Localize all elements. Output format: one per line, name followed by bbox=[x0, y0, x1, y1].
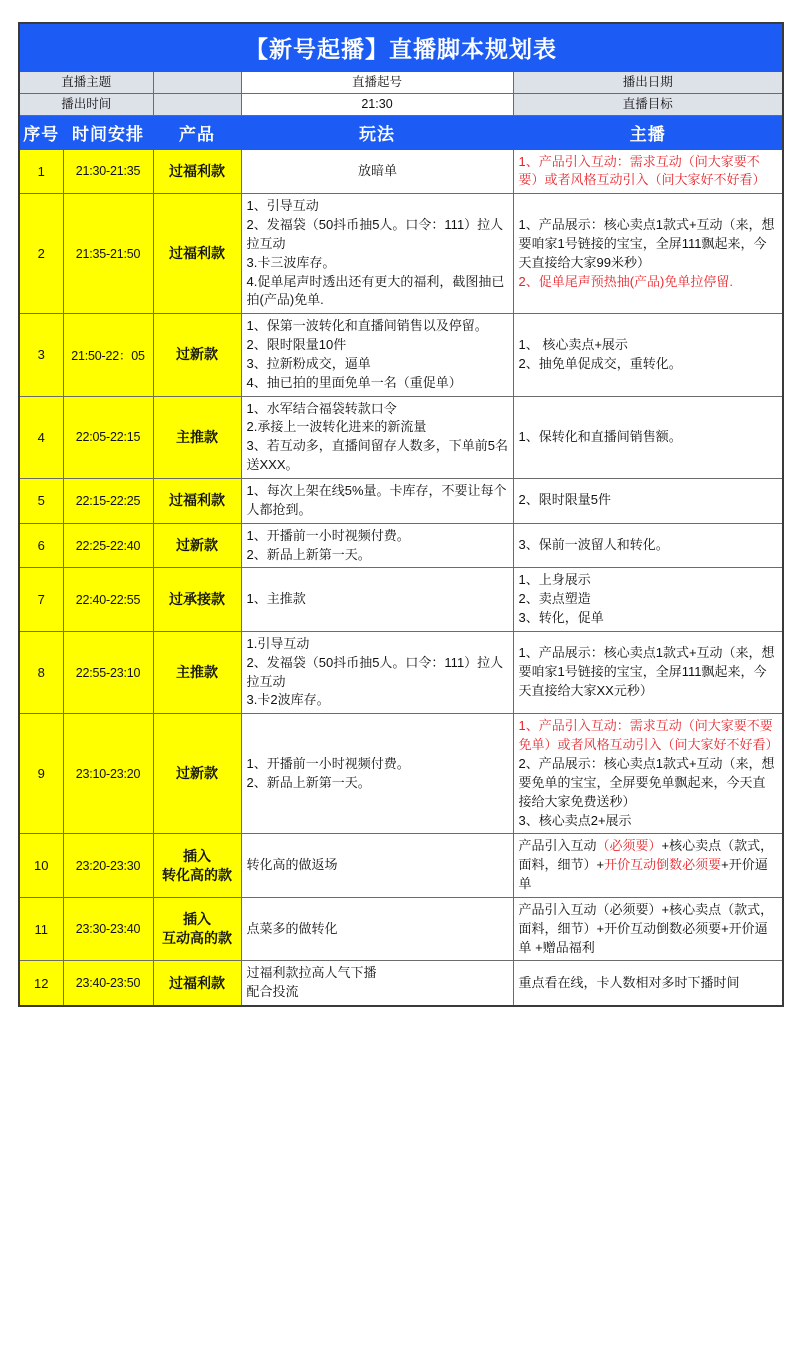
cell-product[interactable]: 主推款 bbox=[153, 631, 241, 713]
host-line bbox=[519, 717, 779, 755]
column-header-play: 玩法 bbox=[241, 115, 513, 149]
play-line: 3、拉新粉成交，逼单 bbox=[246, 355, 371, 371]
cell-sequence: 7 bbox=[19, 568, 63, 632]
cell-host-script[interactable] bbox=[513, 961, 783, 1006]
cell-play-method[interactable] bbox=[241, 523, 513, 568]
column-header-seq: 序号 bbox=[19, 115, 63, 149]
host-line bbox=[519, 153, 779, 191]
table-row bbox=[19, 897, 783, 961]
cell-host-script[interactable] bbox=[513, 194, 783, 314]
play-line: 1.引导互动 bbox=[246, 635, 310, 651]
cell-time-slot[interactable]: 21:50-22：05 bbox=[63, 314, 153, 396]
meta-value-theme[interactable] bbox=[153, 71, 241, 93]
meta-label-airdate: 播出日期 bbox=[513, 71, 783, 93]
host-line bbox=[519, 901, 779, 958]
host-line bbox=[519, 609, 779, 628]
play-line: 3.卡2波库存。 bbox=[246, 692, 330, 708]
host-line bbox=[519, 355, 779, 374]
plain-text: 1、上身展示 bbox=[518, 572, 591, 588]
table-row bbox=[19, 834, 783, 898]
live-script-table bbox=[18, 22, 784, 1007]
cell-time-slot[interactable]: 23:20-23:30 bbox=[63, 834, 153, 898]
highlighted-text: 开价互动倒数必须要 bbox=[604, 857, 722, 873]
plain-text: 产品引入互动（必须要）+核心卖点（款式，面料，细节）+开价互动倒数必须要+开价逼单 +赠品福利 bbox=[518, 901, 774, 955]
cell-sequence: 1 bbox=[19, 149, 63, 194]
cell-sequence: 10 bbox=[19, 834, 63, 898]
table-row bbox=[19, 314, 783, 396]
cell-play-method[interactable] bbox=[241, 149, 513, 194]
play-line: 1、开播前一小时视频付费。 bbox=[246, 755, 410, 771]
plain-text: +核心卖点（款式，面料，细节）+ bbox=[518, 838, 774, 873]
cell-time-slot[interactable]: 22:05-22:15 bbox=[63, 396, 153, 478]
meta-row-1 bbox=[19, 71, 783, 93]
plain-text: 3、转化，促单 bbox=[518, 610, 604, 626]
meta-row-2 bbox=[19, 93, 783, 115]
cell-product[interactable]: 过新款 bbox=[153, 523, 241, 568]
host-line bbox=[519, 216, 779, 273]
cell-host-script[interactable] bbox=[513, 631, 783, 713]
play-line: 2、发福袋（50抖币抽5人。口令：111）拉人拉互动 bbox=[246, 654, 504, 689]
cell-sequence: 2 bbox=[19, 194, 63, 314]
table-row bbox=[19, 194, 783, 314]
cell-time-slot[interactable]: 23:10-23:20 bbox=[63, 714, 153, 834]
column-header-row bbox=[19, 115, 783, 149]
table-row bbox=[19, 568, 783, 632]
play-line: 2、新品上新第一天。 bbox=[246, 546, 371, 562]
play-line: 转化高的做返场 bbox=[246, 857, 338, 873]
play-line: 3.卡三波库存。 bbox=[246, 254, 336, 270]
plain-text: 1、产品展示：核心卖点1款式+互动（来，想要咱家1号链接的宝宝，全屏111飘起来，今天直接给大家99米秒） bbox=[518, 217, 775, 270]
cell-play-method[interactable] bbox=[241, 897, 513, 961]
cell-sequence: 5 bbox=[19, 479, 63, 524]
table-row bbox=[19, 396, 783, 478]
cell-product[interactable]: 过新款 bbox=[153, 314, 241, 396]
table-row bbox=[19, 149, 783, 194]
cell-play-method[interactable] bbox=[241, 631, 513, 713]
plain-text: 1、产品展示：核心卖点1款式+互动（来，想要咱家1号链接的宝宝，全屏111飘起来，今天直接给大家XX元秒） bbox=[518, 645, 775, 699]
cell-product[interactable]: 过福利款 bbox=[153, 149, 241, 194]
play-line: 配合投流 bbox=[246, 984, 299, 1000]
host-line bbox=[519, 590, 779, 609]
cell-sequence: 8 bbox=[19, 631, 63, 713]
play-line: 放暗单 bbox=[357, 162, 397, 178]
cell-host-script[interactable] bbox=[513, 479, 783, 524]
plain-text: 3、保前一波留人和转化。 bbox=[518, 537, 669, 553]
play-line: 1、开播前一小时视频付费。 bbox=[246, 527, 410, 543]
play-line: 1、引导互动 bbox=[246, 198, 319, 214]
cell-product[interactable]: 过承接款 bbox=[153, 568, 241, 632]
play-line: 2、发福袋（50抖币抽5人。口令：111）拉人拉互动 bbox=[246, 217, 504, 251]
cell-play-method[interactable] bbox=[241, 834, 513, 898]
plain-text: 1、保转化和直播间销售额。 bbox=[518, 428, 682, 444]
table-row bbox=[19, 479, 783, 524]
plain-text: 2、卖点塑造 bbox=[518, 591, 591, 607]
cell-time-slot[interactable]: 21:35-21:50 bbox=[63, 194, 153, 314]
host-line bbox=[519, 571, 779, 590]
cell-time-slot[interactable]: 22:55-23:10 bbox=[63, 631, 153, 713]
cell-host-script[interactable] bbox=[513, 396, 783, 478]
cell-host-script[interactable] bbox=[513, 714, 783, 834]
cell-product[interactable]: 插入 转化高的款 bbox=[153, 834, 241, 898]
column-header-product: 产品 bbox=[153, 115, 241, 149]
host-line bbox=[519, 336, 779, 355]
cell-time-slot[interactable]: 22:25-22:40 bbox=[63, 523, 153, 568]
play-line: 过福利款拉高人气下播 bbox=[246, 965, 377, 981]
meta-value-airtime[interactable] bbox=[153, 93, 241, 115]
cell-sequence: 6 bbox=[19, 523, 63, 568]
plain-text: 2、抽免单促成交，重转化。 bbox=[518, 355, 682, 371]
play-line: 4、抽已拍的里面免单一名（重促单） bbox=[246, 374, 462, 390]
play-line: 1、水军结合福袋转款口令 bbox=[246, 400, 397, 416]
meta-label-startup: 直播起号 bbox=[241, 71, 513, 93]
cell-play-method[interactable] bbox=[241, 194, 513, 314]
play-line: 1、保第一波转化和直播间销售以及停留。 bbox=[246, 318, 488, 334]
highlighted-text: 1、产品引入互动：需求互动（问大家要不要）或者风格互动引入（问大家好不好看） bbox=[518, 153, 766, 188]
host-line bbox=[519, 273, 779, 292]
cell-product[interactable]: 过福利款 bbox=[153, 961, 241, 1006]
cell-sequence: 11 bbox=[19, 897, 63, 961]
plain-text: 1、 核心卖点+展示 bbox=[518, 337, 628, 353]
cell-host-script[interactable] bbox=[513, 834, 783, 898]
table-row bbox=[19, 961, 783, 1006]
host-line bbox=[519, 812, 779, 831]
cell-sequence: 9 bbox=[19, 714, 63, 834]
cell-product[interactable]: 过新款 bbox=[153, 714, 241, 834]
cell-product[interactable]: 过福利款 bbox=[153, 479, 241, 524]
cell-time-slot[interactable]: 22:40-22:55 bbox=[63, 568, 153, 632]
plain-text: 2、产品展示：核心卖点1款式+互动（来，想要免单的宝宝，全屏要免单飘起来，今天直接给大家免费送秒） bbox=[518, 755, 775, 809]
host-line bbox=[519, 428, 779, 447]
host-line bbox=[519, 755, 779, 812]
play-line: 2、限时限量10件 bbox=[246, 337, 347, 353]
table-body bbox=[19, 23, 783, 1006]
page-title: 【新号起播】直播脚本规划表 bbox=[19, 23, 783, 71]
meta-label-theme: 直播主题 bbox=[19, 71, 153, 93]
plain-text: 2、限时限量5件 bbox=[518, 492, 611, 508]
play-line: 4.促单尾声时透出还有更大的福利，截图抽已拍(产品)免单. bbox=[246, 273, 505, 308]
plain-text: 重点看在线，卡人数相对多时下播时间 bbox=[518, 974, 740, 990]
highlighted-text: 2、促单尾声预热抽(产品)免单拉停留. bbox=[518, 273, 734, 289]
cell-time-slot[interactable]: 22:15-22:25 bbox=[63, 479, 153, 524]
host-line bbox=[519, 837, 779, 894]
cell-host-script[interactable] bbox=[513, 568, 783, 632]
host-line bbox=[519, 491, 779, 510]
table-row bbox=[19, 631, 783, 713]
cell-product[interactable]: 插入 互动高的款 bbox=[153, 897, 241, 961]
host-line bbox=[519, 974, 779, 993]
meta-label-goal: 直播目标 bbox=[513, 93, 783, 115]
cell-play-method[interactable] bbox=[241, 961, 513, 1006]
plain-text: +开价逼单 bbox=[518, 857, 768, 892]
play-line: 点菜多的做转化 bbox=[246, 920, 338, 936]
cell-sequence: 4 bbox=[19, 396, 63, 478]
cell-host-script[interactable] bbox=[513, 523, 783, 568]
table-row bbox=[19, 523, 783, 568]
host-line bbox=[519, 536, 779, 555]
play-line: 3、若互动多，直播间留存人数多，下单前5名送XXX。 bbox=[246, 438, 508, 473]
cell-sequence: 3 bbox=[19, 314, 63, 396]
cell-product[interactable]: 主推款 bbox=[153, 396, 241, 478]
plain-text: 产品引入互动 bbox=[518, 838, 597, 854]
cell-play-method[interactable] bbox=[241, 714, 513, 834]
highlighted-text: 1、产品引入互动：需求互动（问大家要不要免单）或者风格互动引入（问大家好不好看） bbox=[518, 718, 779, 753]
host-line bbox=[519, 644, 779, 701]
play-line: 2.承接上一波转化进来的新流量 bbox=[246, 419, 427, 435]
cell-host-script[interactable] bbox=[513, 897, 783, 961]
table-row bbox=[19, 714, 783, 834]
cell-time-slot[interactable]: 21:30-21:35 bbox=[63, 149, 153, 194]
column-header-host: 主播 bbox=[513, 115, 783, 149]
title-row bbox=[19, 23, 783, 71]
play-line: 1、每次上架在线5%量。卡库存，不要让每个人都抢到。 bbox=[246, 483, 507, 517]
cell-play-method[interactable] bbox=[241, 479, 513, 524]
cell-play-method[interactable] bbox=[241, 396, 513, 478]
cell-host-script[interactable] bbox=[513, 314, 783, 396]
cell-time-slot[interactable]: 23:30-23:40 bbox=[63, 897, 153, 961]
cell-host-script[interactable] bbox=[513, 149, 783, 194]
cell-play-method[interactable] bbox=[241, 568, 513, 632]
highlighted-text: （必须要） bbox=[596, 838, 662, 854]
cell-product[interactable]: 过福利款 bbox=[153, 194, 241, 314]
cell-sequence: 12 bbox=[19, 961, 63, 1006]
cell-play-method[interactable] bbox=[241, 314, 513, 396]
play-line: 2、新品上新第一天。 bbox=[246, 774, 371, 790]
play-line: 1、主推款 bbox=[246, 591, 306, 607]
cell-time-slot[interactable]: 23:40-23:50 bbox=[63, 961, 153, 1006]
meta-value-starttime[interactable]: 21:30 bbox=[241, 93, 513, 115]
column-header-time: 时间安排 bbox=[63, 115, 153, 149]
meta-label-airtime: 播出时间 bbox=[19, 93, 153, 115]
plain-text: 3、核心卖点2+展示 bbox=[518, 812, 632, 828]
